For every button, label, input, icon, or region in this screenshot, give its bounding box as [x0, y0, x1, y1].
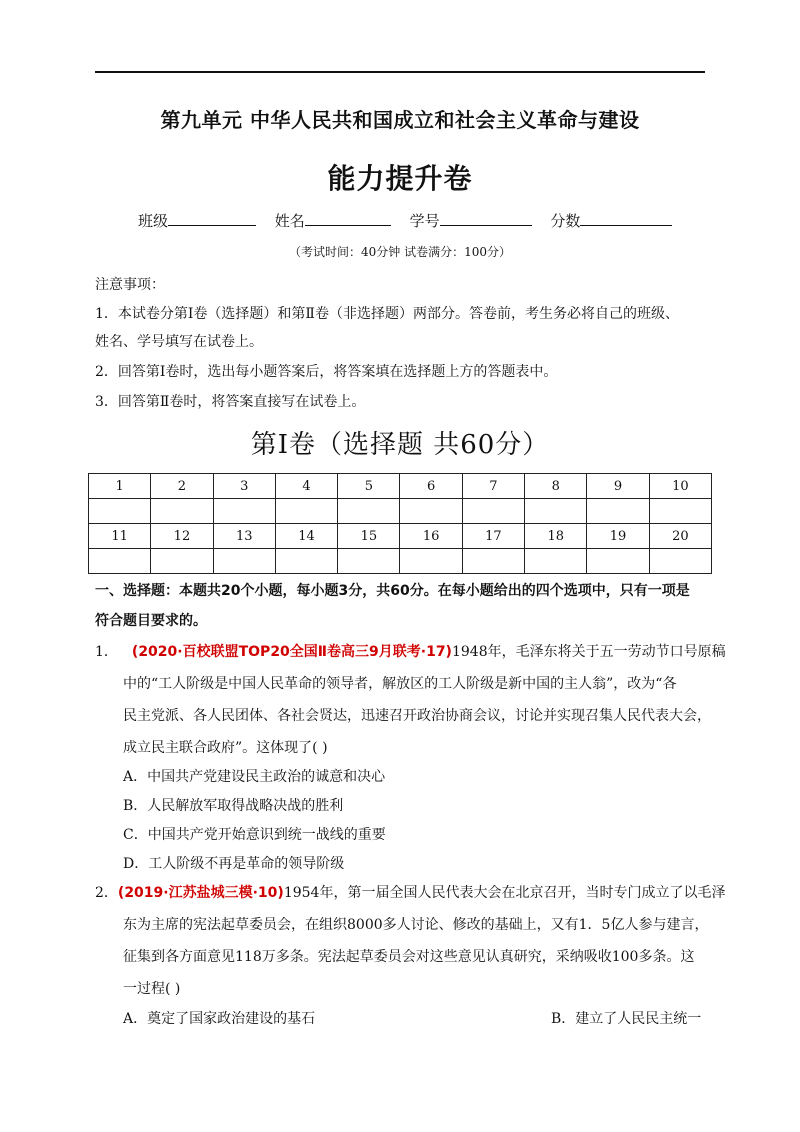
question-1-line: 成立民主联合政府”。这体现了( )	[123, 740, 328, 756]
question-number-cell: 18	[525, 524, 587, 549]
answer-cell[interactable]	[89, 549, 151, 574]
answer-number-row	[89, 474, 712, 499]
name-label: 姓名	[274, 212, 305, 230]
question-number-cell: 2	[151, 474, 213, 499]
answer-cell[interactable]	[338, 549, 400, 574]
class-field	[138, 210, 256, 231]
answer-cell[interactable]	[462, 549, 524, 574]
section-title: 第Ⅰ卷（选择题 共60分）	[250, 430, 550, 460]
question-1-first-line	[95, 641, 726, 661]
name-field	[275, 210, 391, 231]
question-number-cell: 7	[462, 474, 524, 499]
student-id-field	[410, 210, 532, 231]
question-2-line: 一过程( )	[123, 981, 181, 997]
question-number-cell: 5	[338, 474, 400, 499]
question-number-cell: 8	[525, 474, 587, 499]
question-2-source: (2019·江苏盐城三模·10)	[117, 885, 284, 901]
question-number-cell: 15	[338, 524, 400, 549]
question-number-cell: 6	[400, 474, 462, 499]
student-info-row	[138, 210, 686, 231]
question-1-number: 1．	[95, 644, 118, 660]
question-number-cell: 1	[89, 474, 151, 499]
answer-cell[interactable]	[338, 499, 400, 524]
answer-cell[interactable]	[462, 499, 524, 524]
score-field	[550, 210, 672, 231]
unit-title: 第九单元 中华人民共和国成立和社会主义革命与建设	[160, 108, 640, 132]
question-1-option-a[interactable]: A．中国共产党建设民主政治的诚意和决心	[123, 769, 386, 785]
class-label: 班级	[138, 212, 169, 230]
question-1-option-c[interactable]: C．中国共产党开始意识到统一战线的重要	[123, 827, 386, 843]
paper-title: 能力提升卷	[327, 162, 473, 195]
section-instruction: 一、选择题：本题共20个小题，每小题3分，共60分。在每小题给出的四个选项中，只有一项是	[95, 583, 690, 599]
student-id-blank[interactable]	[440, 211, 532, 226]
answer-input-row	[89, 549, 712, 574]
answer-cell[interactable]	[89, 499, 151, 524]
answer-cell[interactable]	[400, 499, 462, 524]
answer-cell[interactable]	[400, 549, 462, 574]
answer-cell[interactable]	[587, 499, 649, 524]
section-instruction: 符合题目要求的。	[95, 613, 207, 629]
question-1-option-d[interactable]: D．工人阶级不再是革命的领导阶级	[123, 856, 345, 872]
header-rule	[95, 71, 705, 73]
answer-cell[interactable]	[649, 499, 711, 524]
question-2-line: 征集到各方面意见118万多条。宪法起草委员会对这些意见认真研究，采纳吸收100多条。这	[123, 949, 695, 965]
question-number-cell: 13	[213, 524, 275, 549]
question-1-text: 1948年，毛泽东将关于五一劳动节口号原稿	[451, 644, 726, 660]
score-blank[interactable]	[580, 211, 672, 226]
question-2-text: 1954年，第一届全国人民代表大会在北京召开，当时专门成立了以毛泽	[283, 885, 726, 901]
answer-cell[interactable]	[525, 499, 587, 524]
question-number-cell: 19	[587, 524, 649, 549]
question-number-cell: 20	[649, 524, 711, 549]
question-number-cell: 11	[89, 524, 151, 549]
answer-cell[interactable]	[649, 549, 711, 574]
question-number-cell: 12	[151, 524, 213, 549]
question-1-line: 中的“工人阶级是中国人民革命的领导者，解放区的工人阶级是新中国的主人翁”，改为“各	[123, 676, 677, 692]
answer-cell[interactable]	[151, 499, 213, 524]
score-label: 分数	[550, 212, 581, 230]
name-blank[interactable]	[305, 211, 391, 226]
answer-input-row	[89, 499, 712, 524]
note-line: 1．本试卷分第Ⅰ卷（选择题）和第Ⅱ卷（非选择题）两部分。答卷前，考生务必将自己的班级、	[95, 306, 679, 322]
class-blank[interactable]	[168, 211, 256, 226]
exam-meta: （考试时间：40分钟 试卷满分：100分）	[289, 245, 511, 259]
answer-cell[interactable]	[213, 499, 275, 524]
question-number-cell: 16	[400, 524, 462, 549]
question-2-number: 2．	[95, 885, 118, 901]
question-2-option-a[interactable]: A．奠定了国家政治建设的基石	[123, 1011, 316, 1027]
answer-number-row	[89, 524, 712, 549]
question-1-line: 民主党派、各人民团体、各社会贤达，迅速召开政治协商会议，讨论并实现召集人民代表大会，	[123, 708, 711, 724]
answer-cell[interactable]	[275, 499, 337, 524]
question-number-cell: 3	[213, 474, 275, 499]
question-number-cell: 9	[587, 474, 649, 499]
answer-cell[interactable]	[525, 549, 587, 574]
question-1-option-b[interactable]: B．人民解放军取得战略决战的胜利	[123, 798, 344, 814]
question-2-first-line	[95, 882, 725, 902]
answer-table	[88, 473, 712, 574]
answer-cell[interactable]	[587, 549, 649, 574]
notes-heading: 注意事项：	[95, 277, 165, 293]
answer-cell[interactable]	[213, 549, 275, 574]
note-line: 姓名、学号填写在试卷上。	[95, 334, 263, 350]
answer-cell[interactable]	[151, 549, 213, 574]
note-line: 2．回答第Ⅰ卷时，选出每小题答案后，将答案填在选择题上方的答题表中。	[95, 364, 558, 380]
question-1-source: (2020·百校联盟TOP20全国Ⅱ卷高三9月联考·17)	[131, 644, 452, 660]
question-2-option-b[interactable]: B．建立了人民民主统一	[551, 1011, 702, 1027]
note-line: 3．回答第Ⅱ卷时，将答案直接写在试卷上。	[95, 394, 366, 410]
question-number-cell: 17	[462, 524, 524, 549]
question-number-cell: 4	[275, 474, 337, 499]
question-number-cell: 14	[275, 524, 337, 549]
question-2-line: 东为主席的宪法起草委员会，在组织8000多人讨论、修改的基础上，又有1．5亿人参与建言，	[123, 917, 709, 933]
question-number-cell: 10	[649, 474, 711, 499]
answer-cell[interactable]	[275, 549, 337, 574]
student-id-label: 学号	[409, 212, 440, 230]
